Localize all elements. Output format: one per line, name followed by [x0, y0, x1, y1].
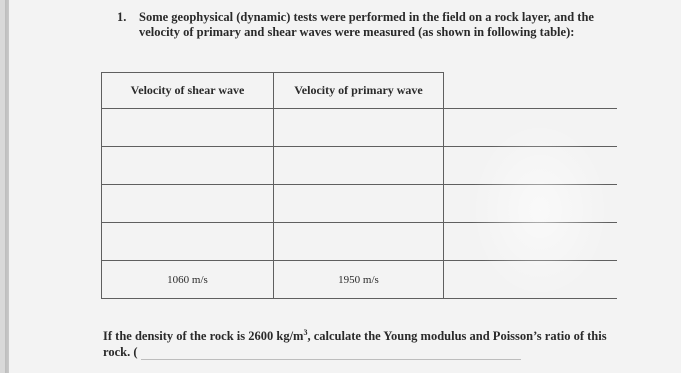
table-cell [444, 109, 617, 147]
table-row [102, 261, 617, 299]
problem-statement [117, 10, 627, 40]
question-part-1: If the density of the rock is 2600 kg/m [103, 329, 304, 344]
velocity-table [101, 72, 617, 299]
table-cell [274, 109, 444, 147]
table-row [102, 109, 617, 147]
table-cell [444, 185, 617, 223]
problem-number: 1. [117, 10, 127, 24]
table-cell [102, 147, 274, 185]
table-cell [102, 185, 274, 223]
table-cell [444, 223, 617, 261]
table-row [102, 185, 617, 223]
header-shear-wave: Velocity of shear wave [102, 73, 274, 109]
question-superscript: 3 [303, 328, 308, 337]
problem-text: Some geophysical (dynamic) tests were performed in the field on a rock layer, and the velocity of primary and shear waves were measured (as shown in following table): [139, 10, 594, 39]
answer-line [141, 347, 521, 360]
table-cell [444, 147, 617, 185]
table-cell [274, 223, 444, 261]
shear-velocity-value: 1060 m/s [102, 261, 274, 299]
table-cell [102, 109, 274, 147]
table-cell [274, 185, 444, 223]
header-primary-wave: Velocity of primary wave [274, 73, 444, 109]
table-cell [274, 147, 444, 185]
table-row [102, 223, 617, 261]
table-row [102, 147, 617, 185]
question-part-2: , calculate the Young modulus and Poisson’s ratio of this rock. ( [103, 329, 607, 360]
table-header-row [102, 73, 617, 109]
table-cell [444, 261, 617, 299]
header-empty [444, 73, 617, 109]
primary-velocity-value: 1950 m/s [274, 261, 444, 299]
question-text [103, 325, 623, 360]
scrollbar[interactable] [0, 0, 9, 373]
table-cell [102, 223, 274, 261]
